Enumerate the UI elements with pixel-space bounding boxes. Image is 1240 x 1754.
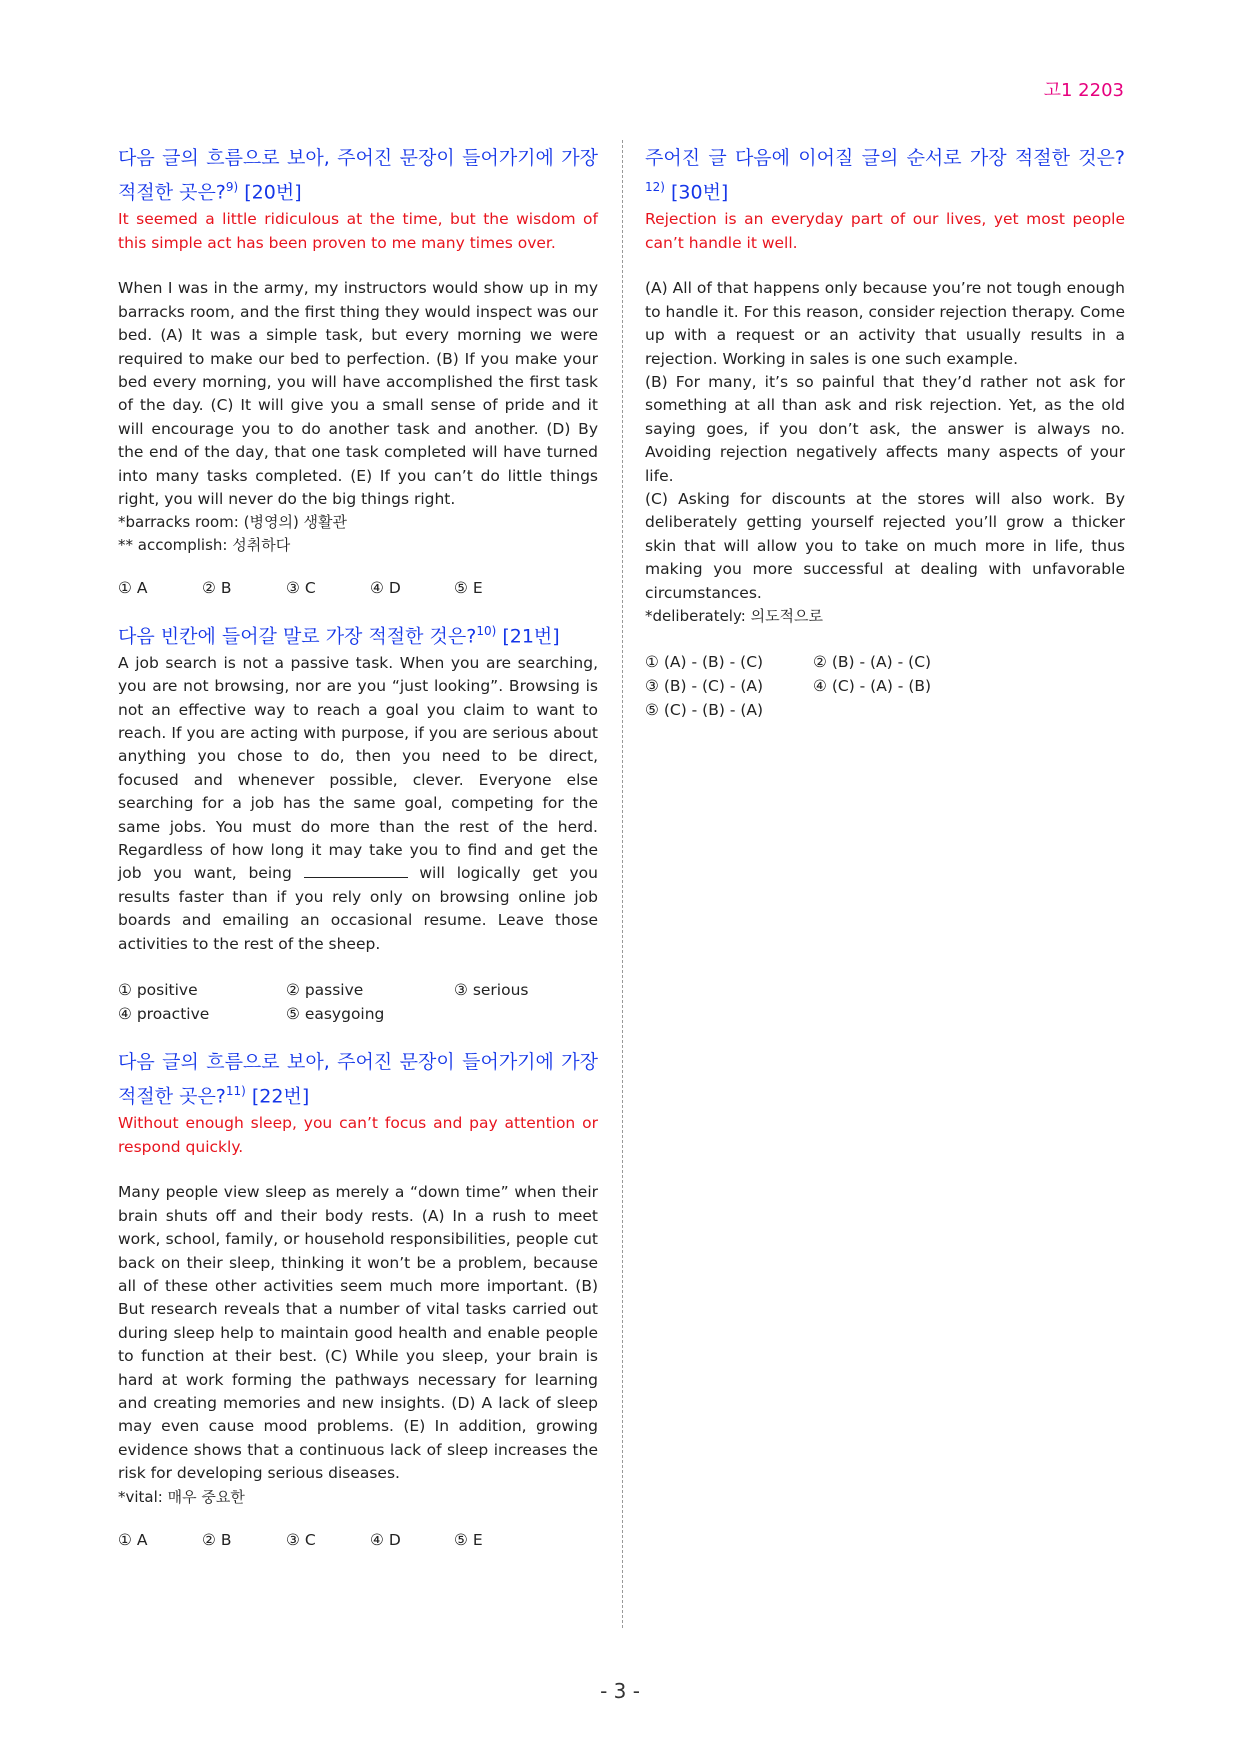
choice: ⑤ easygoing — [286, 1005, 385, 1023]
vocab-note: *barracks room: (병영의) 생활관 — [118, 513, 348, 532]
passage: When I was in the army, my instructors would show up in my barracks room, and the first thing they would inspect was our bed. (A) It was a simple task, but every morning we were required to make our bed to perfection. (B) If you make your bed every morning, you will have accomplished the first task of the day. (C) It will give you a small sense of pride and it will encourage you to do another task and another. (D) By the end of the day, that one task completed will have turned into many tasks completed. (E) If you can’t do little things right, you will never do the big things right. — [118, 279, 598, 508]
choice: ③ serious — [454, 981, 529, 999]
choice: ⑤ (C) - (B) - (A) — [645, 701, 764, 720]
footnote-marker: 9) — [225, 180, 239, 194]
question-number: [21번] — [496, 625, 560, 648]
choice: ⑤ E — [454, 579, 483, 598]
choice: ② B — [202, 1530, 232, 1549]
footnote-marker: 12) — [645, 180, 665, 194]
answer-choices — [645, 650, 1125, 722]
question-number: [30번] — [664, 181, 729, 204]
question-title: 다음 빈칸에 들어갈 말로 가장 적절한 것은?$^{10)}$ [21번] — [118, 624, 560, 648]
page-number: - 3 - — [600, 1679, 640, 1703]
question-title: 주어진 글 다음에 이어질 글의 순서로 가장 적절한 것은?$^{12)}$ [30번] — [645, 147, 1125, 204]
footnote-marker: 11) — [225, 1084, 246, 1098]
choice: ② B — [202, 579, 232, 598]
vocab-note: *vital: 매우 중요한 — [118, 1487, 245, 1506]
exam-code: 고1 2203 — [1043, 80, 1124, 101]
given-sentence: Without enough sleep, you can’t focus and pay attention or respond quickly. — [118, 1114, 598, 1157]
answer-blank — [304, 863, 408, 878]
question-number: [22번] — [245, 1085, 310, 1108]
passage: Many people view sleep as merely a “down time” when their brain shuts off and their body rests. (A) In a rush to meet work, school, family, or household responsibilities, people cut back on their sleep, thinking it won’t be a problem, because all of these other activities seem much more important. (B) But research reveals that a number of vital tasks carried out during sleep help to maintain good health and enable people to function at their best. (C) While you sleep, your brain is hard at work forming the pathways necessary for learning and creating memories and new insights. (D) A lack of sleep may even cause mood problems. (E) In addition, growing evidence shows that a continuous lack of sleep increases the risk for developing serious diseases. — [118, 1183, 598, 1483]
column-divider — [622, 140, 623, 1628]
answer-choices — [118, 579, 598, 597]
choice: ① (A) - (B) - (C) — [645, 653, 764, 672]
question-22 — [118, 1048, 598, 1549]
choice: ⑤ E — [454, 1530, 483, 1549]
choice: ① A — [118, 1530, 148, 1549]
given-sentence: Rejection is an everyday part of our lives, yet most people can’t handle it well. — [645, 210, 1125, 253]
question-30 — [645, 144, 1125, 722]
question-title: 다음 글의 흐름으로 보아, 주어진 문장이 들어가기에 가장 적절한 곳은?$^{9)}$ [20번] — [118, 147, 598, 204]
paragraph-c: (C) Asking for discounts at the stores will also work. By deliberately getting yourself rejected you’ll grow a thicker skin that will allow you to take on much more in life, thus making you more successful at dealing with unfavorable circumstances. — [645, 489, 1125, 602]
answer-choices — [118, 1531, 598, 1549]
choice: ④ proactive — [118, 1005, 210, 1023]
question-title: 다음 글의 흐름으로 보아, 주어진 문장이 들어가기에 가장 적절한 곳은?$^{11)}$ [22번] — [118, 1051, 598, 1108]
choice: ④ D — [370, 579, 401, 598]
vocab-note: ** accomplish: 성취하다 — [118, 536, 291, 555]
answer-choices — [118, 978, 598, 1026]
footnote-marker: 10) — [476, 624, 497, 639]
choice: ① A — [118, 579, 148, 598]
choice: ④ (C) - (A) - (B) — [813, 677, 932, 696]
right-column — [645, 144, 1125, 722]
choice: ② (B) - (A) - (C) — [813, 653, 932, 672]
passage: A job search is not a passive task. When you are searching, you are not browsing, nor are you “just looking”. Browsing is not an effective way to reach a goal you claim to want to reach. If you are acting with purpose, if you are serious about anything you chose to do, then you need to be direct, focused and whenever possible, clever. Everyone else searching for a job has the same goal, competing for the same jobs. You must do more than the rest of the herd. Regardless of how long it may take you to find and get the job you want, being will logically get you results faster than if you rely only on browsing online job boards and emailing an occasional resume. Leave those activities to the rest of the sheep. — [118, 653, 598, 953]
choice: ③ C — [286, 579, 316, 598]
choice: ③ (B) - (C) - (A) — [645, 677, 764, 696]
choice: ② passive — [286, 981, 364, 999]
left-column — [118, 144, 598, 1549]
choice: ① positive — [118, 981, 198, 999]
question-21 — [118, 617, 598, 1026]
question-20 — [118, 144, 598, 597]
question-number: [20번] — [238, 181, 302, 204]
paragraph-a: (A) All of that happens only because you’re not tough enough to handle it. For this reason, consider rejection therapy. Come up with a request or an activity that usually results in a rejection. Working in sales is one such example. — [645, 279, 1125, 368]
paragraph-b: (B) For many, it’s so painful that they’d rather not ask for something at all than ask and risk rejection. Yet, as the old saying goes, if you don’t ask, the answer is always no. Avoiding rejection negatively affects many aspects of your life. — [645, 372, 1125, 485]
choice: ③ C — [286, 1530, 316, 1549]
given-sentence: It seemed a little ridiculous at the time, but the wisdom of this simple act has been proven to me many times over. — [118, 210, 598, 253]
choice: ④ D — [370, 1530, 401, 1549]
vocab-note: *deliberately: 의도적으로 — [645, 607, 824, 626]
